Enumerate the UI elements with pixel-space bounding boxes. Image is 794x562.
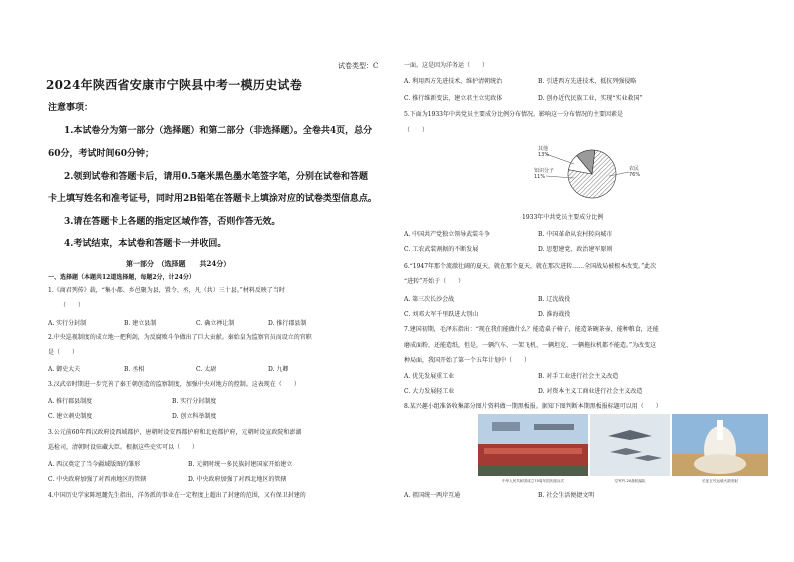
notice-item-1-line2: 60分，考试时间60分钟； xyxy=(48,149,155,159)
q6-stem-line1: 5.下面为1933年中共党员主要成分比例分布情况。影响这一分布情况的主要因素是 xyxy=(404,111,623,118)
pie-pct-top: 13% xyxy=(538,152,550,158)
photo-caption-3: 长征五号运载火箭发射 xyxy=(702,479,738,483)
q1-option-c: C. 确立禅让制 xyxy=(196,320,235,327)
leader-line-top xyxy=(546,154,574,164)
pie-pct-left: 11% xyxy=(534,174,546,180)
q3-option-a: A. 推行郡县制度 xyxy=(48,398,93,405)
q2-stem-line1: 2.中央巡视制度的成立地一把利剑，为反腐败斗争做出了巨大贡献。秦始皇为监察官员而设立的官职 xyxy=(48,334,312,341)
q7-option-a: A. 第三次长沙会战 xyxy=(404,296,455,303)
q9-option-a: A. 祖国统一两岸互通 xyxy=(404,492,461,499)
q6-option-c: C. 工农武装割据的不断发展 xyxy=(404,246,479,253)
q2-option-b: B. 丞相 xyxy=(124,366,145,373)
notice-heading: 注意事项： xyxy=(48,103,94,113)
notice-item-2-line2: 卡上填写姓名和准考证号，同时用2B铅笔在答题卡上填涂对应的试卷类型信息点。 xyxy=(48,194,377,204)
q7-option-b: B. 辽沈战役 xyxy=(538,296,571,303)
q3-option-d: D. 创立科举制度 xyxy=(172,413,217,420)
q8-stem-line2: 磨成面粉，还能造纸，但是，一辆汽车、一架飞机、一辆坦克、一辆拖拉机都不能造。”为改变这 xyxy=(404,342,657,349)
q2-option-d: D. 九卿 xyxy=(268,366,289,373)
q4-stem-line1: 3.公元前60年西汉政府设西域都护，唐朝时设安西都护府和北庭都护府，元朝时设宣政院和澎湖 xyxy=(48,429,302,436)
exam-title: 2024年陕西省安康市宁陕县中考一模历史试卷 xyxy=(46,78,302,92)
q4-option-c: C. 中央政府加强了对西南地区的管辖 xyxy=(48,476,147,483)
pie-label-left: 知识分子 xyxy=(534,168,555,174)
q5-option-c: C. 推行维新变法，建立君主立宪政体 xyxy=(404,95,503,102)
q5-stem-line2: 一面。这是因为洋务运（ ） xyxy=(404,62,489,69)
q4-stem-line2: 巡检司，清朝时设驻藏大臣。根据这些史实可以（ ） xyxy=(48,444,199,451)
q8-option-c: C. 大力发展轻工业 xyxy=(404,388,455,395)
party-composition-pie-chart xyxy=(534,138,654,210)
q3-option-c: C. 建立刺史制度 xyxy=(48,413,93,420)
q8-option-a: A. 优先发展重工业 xyxy=(404,373,455,380)
q7-stem-line2: “进转”开始于（ ） xyxy=(404,278,465,285)
pie-label-right: 农民 xyxy=(629,166,640,172)
notice-item-2-line1: 2.领到试卷和答题卡后，请用0.5毫米黑色墨水笔签字笔，分别在试卷和答题 xyxy=(64,172,369,182)
q1-stem-line2: （ ） xyxy=(60,302,85,309)
notice-item-1-line1: 1.本试卷分为第一部分（选择题）和第二部分（非选择题）。全卷共4页，总分 xyxy=(64,126,373,136)
q5-option-a: A. 利用西方先进技术，维护清朝统治 xyxy=(404,78,503,85)
q8-option-b: B. 对手工业进行社会主义改造 xyxy=(538,373,619,380)
q8-stem-line3: 种局面，我国开始了第一个五年计划中（ ） xyxy=(404,357,531,364)
q6-option-d: D. 思想建党、政治建军原则 xyxy=(538,246,613,253)
q1-option-a: A. 实行分封制 xyxy=(48,320,87,327)
right-column xyxy=(400,0,794,562)
q2-stem-line2: 是（ ） xyxy=(48,349,79,356)
part-title: 第一部分 （选择题 共24分） xyxy=(126,259,231,268)
paper-type-label: 试卷类型：C xyxy=(338,62,379,70)
q4-option-b: B. 元朝时统一多民族封建国家开始建立 xyxy=(188,461,293,468)
q8-stem-line1: 7.建国初期，毛泽东指出：“现在我们能做什么？能造桌子椅子，能造茶碗茶壶，能种粮食，还能 xyxy=(404,326,659,333)
q9-stem: 8.某兴趣小组准备收集部分图片资料做一期黑板报。据知下图判断本期黑板报标题可以用（ ） xyxy=(404,403,662,410)
q7-stem-line1: 6.“1947年那个流澈壮阔的夏天，就在那个夏天，就在那次进转……全国战局被根本改变。”此次 xyxy=(404,263,657,270)
notice-item-4: 4.考试结束，本试卷和答题卡一并收回。 xyxy=(64,239,227,249)
q4-option-d: D. 中央政府加强了对西北地区的管辖 xyxy=(188,476,287,483)
q1-stem-line1: 1.《商君列传》载，“集小都、乡邑聚为县，置令、丞，凡（共）三十县。”材料反映了当时 xyxy=(48,287,285,294)
q7-option-d: D. 淮海战役 xyxy=(538,311,571,318)
photo-rocket-launch xyxy=(672,414,768,486)
q8-option-d: D. 对资本主义工商业进行社会主义改造 xyxy=(538,388,643,395)
pie-label-top: 其他 xyxy=(538,146,549,152)
q7-option-c: C. 刘邓大军千里跃进大别山 xyxy=(404,311,479,318)
q3-stem: 3.汉武帝时期进一步完善了秦王朝创造的监察制度，加强中央对地方的控制。这表现在（ ） xyxy=(48,381,300,388)
q6-option-a: A. 中国共产党独立领导武装斗争 xyxy=(404,231,491,238)
photo-fighter-jets xyxy=(590,414,670,486)
notice-item-3: 3.请在答题卡上各题的指定区域作答，否则作答无效。 xyxy=(64,217,281,227)
q5-stem-line1: 4.中国历史学家陈旭麓先生指出，洋务派的事业在一定程度上超出了封建的范围，又有保卫封建的 xyxy=(48,492,306,499)
pie-pct-right: 76% xyxy=(629,172,641,178)
photo-caption-1: 中华人民共和国成立70周年国庆阅兵式 xyxy=(501,479,565,483)
q2-option-a: A. 御史大夫 xyxy=(48,366,81,373)
q1-option-d: D. 推行郡县制 xyxy=(268,320,307,327)
pie-chart-title: 1933年中共党员主要成分比例 xyxy=(522,214,604,221)
q6-option-b: B. 中国革命从农村转向城市 xyxy=(538,231,613,238)
photo-military-parade xyxy=(478,414,588,486)
section-instructions: 一、选择题（本题共12道选择题，每题2分，计24分） xyxy=(48,274,195,281)
q1-option-b: B. 建立县制 xyxy=(124,320,157,327)
q6-stem-line2: （ ） xyxy=(404,127,429,134)
q4-option-a: A. 西汉奠定了当今疆域版图的雏形 xyxy=(48,461,141,468)
q9-option-b: B. 社会生活便捷文明 xyxy=(538,492,595,499)
q5-option-b: B. 引进西方先进技术，抵抗列强侵略 xyxy=(538,78,637,85)
q2-option-c: C. 太尉 xyxy=(196,366,217,373)
q3-option-b: B. 实行分封制度 xyxy=(172,398,217,405)
q5-option-d: D. 创办近代民族工业，实现“实业救国” xyxy=(538,95,643,102)
photo-caption-2: 空军歼-20战机编队 xyxy=(614,479,646,483)
